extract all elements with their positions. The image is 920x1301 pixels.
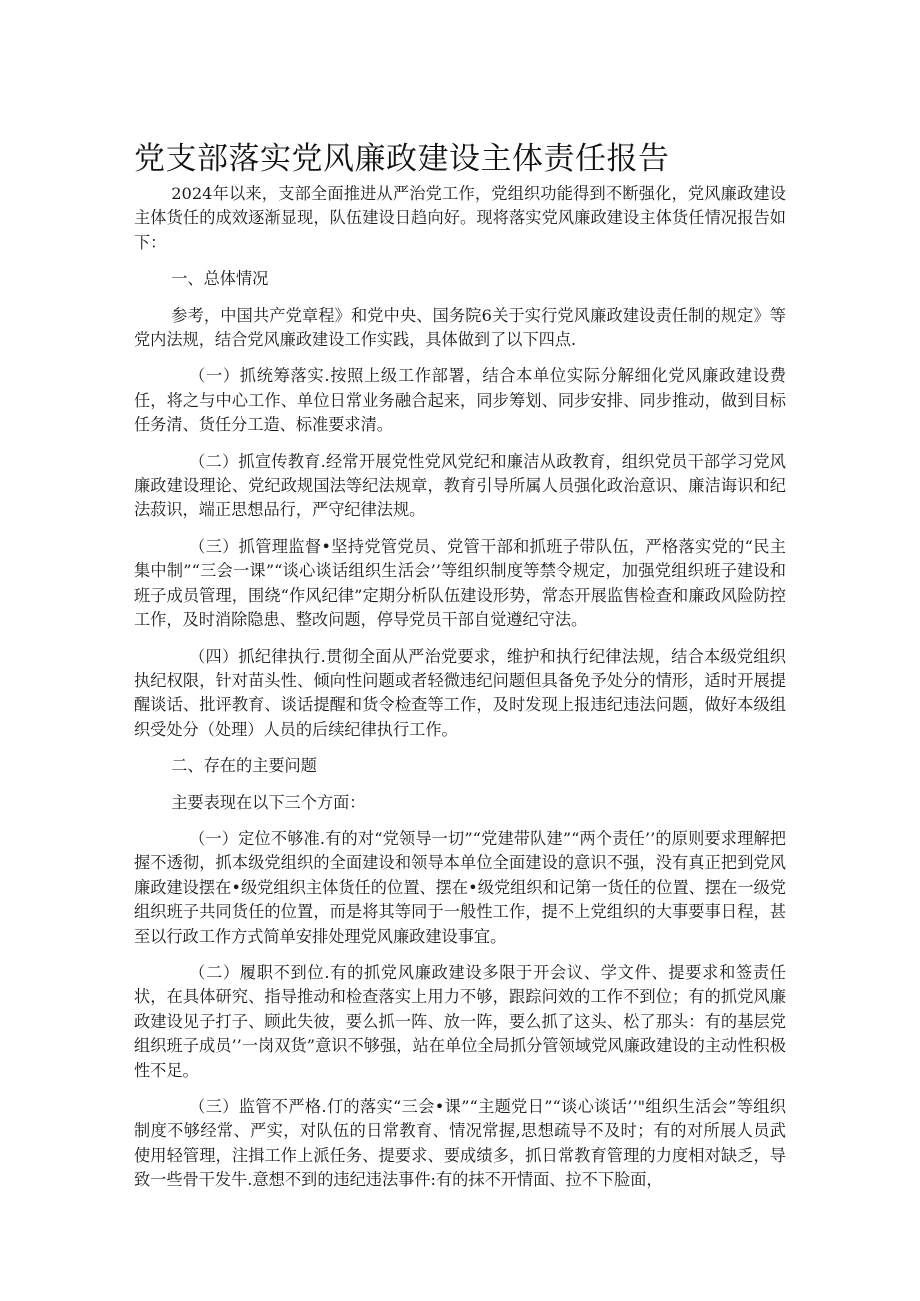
paragraph: （二）履职不到位.有的抓党风廉政建设多限于开会议、学文件、提要求和签责任状，在具体研究、指导推动和检查落实上用力不够，跟踪问效的工作不到位；有的抓党风廉政建设见子打子、顾此失彼，要么抓一阵、放一阵，要么抓了这头、松了那头：有的基层党组织班子成员’’一岗双货”意识不够强，站在单位全局抓分管领域党风廉政建设的主动性积极性不足。 <box>134 962 786 1080</box>
paragraph: （四）抓纪律执行.贯彻全面从严治党要求，维护和执行纪律法规，结合本级党组织执纪权限，针对苗头性、倾向性问题或者轻微违纪问题但具备免予处分的情形，适时开展提醒谈话、批评教育、谈话提醒和货令检查等工作，及时发现上报违纪违法问题，做好本级组织受处分（处理）人员的后续纪律执行工作。 <box>134 646 786 739</box>
document-title: 党支部落实党风廉政建设主体责任报告 <box>134 141 670 177</box>
paragraph: （一）抓统筹落实.按照上级工作部署，结合本单位实际分解细化党风廉政建设费任，将之与中心工作、单位日常业务融合起来，同步筹划、同步安排、同步推动，做到目标任务清、货任分工造、标准要求清。 <box>134 366 786 435</box>
paragraph: 主要表现在以下三个方面： <box>171 792 366 812</box>
paragraph: （三）抓管理监督•坚持党管党员、党管干部和抓班子带队伍，严格落实党的“民主集中制”“三会一课”“谈心谈话组织生活会’’等组织制度等禁令规定，加强党组织班子建设和班子成员管理，围绕“作风纪律”定期分析队伍建设形势，常态开展监售检查和廉政风险防控工作，及时消除隐患、整改问题，停导党员干部自觉遵纪守法。 <box>134 536 786 630</box>
paragraph: （一）定位不够准.有的对“党领导一切”“党建带队建”“两个责任’’的原则要求理解把握不透彻，抓本级党组织的全面建设和领导本单位全面建设的意识不强，没有真正把到党风廉政建设摆在•级党组织主体货任的位置、摆在•级党组织和记第一货任的位置、摆在一级党组织班子共同货任的位置，而是将其等同于一般性工作，提不上党组织的大事要事日程，甚至以行政工作方式简单安排处理党风廉政建设事宜。 <box>134 828 786 946</box>
document-body <box>134 182 786 1205</box>
paragraph: （三）监管不严格.仃的落实“三会•课”“主题党日”“谈心谈话’’"组织生活会”等组织制度不够经常、严实，对队伍的日常教育、情况常握,思想疏导不及时；有的对所展人员武使用轻管理，注揖工作上派任务、提要求、要成绩多，抓日常教育管理的力度相对缺乏，导致一些骨干发牛.意想不到的违纪违法事件:有的抹不开情面、拉不下脸面， <box>134 1097 786 1190</box>
paragraph: 二、存在的主要问题 <box>171 756 317 776</box>
paragraph: （二）抓宣传教育.经常开展党性党风党纪和廉洁从政教育，组织党员干部学习党风廉政建设理论、党纪政规国法等纪法规章，教育引导所属人员强化政治意识、廉洁诲识和纪法菽识，端正思想品行，严守纪律法规。 <box>134 451 786 520</box>
paragraph: 一、总体情况 <box>171 269 269 289</box>
paragraph: 2024年以来，支部全面推进从严治党工作，党组织功能得到不断强化，党风廉政建设主体货任的成效逐渐显现，队伍建设日趋向好。现将落实党风廉政建设主体货任情况报告如下： <box>134 184 786 252</box>
paragraph: 参考，中国共产党章程》和党中央、国务院6关于实行党风廉政建设责任制的规定》等党内法规，结合党风廉政建设工作实践，具体做到了以下四点. <box>134 305 786 350</box>
